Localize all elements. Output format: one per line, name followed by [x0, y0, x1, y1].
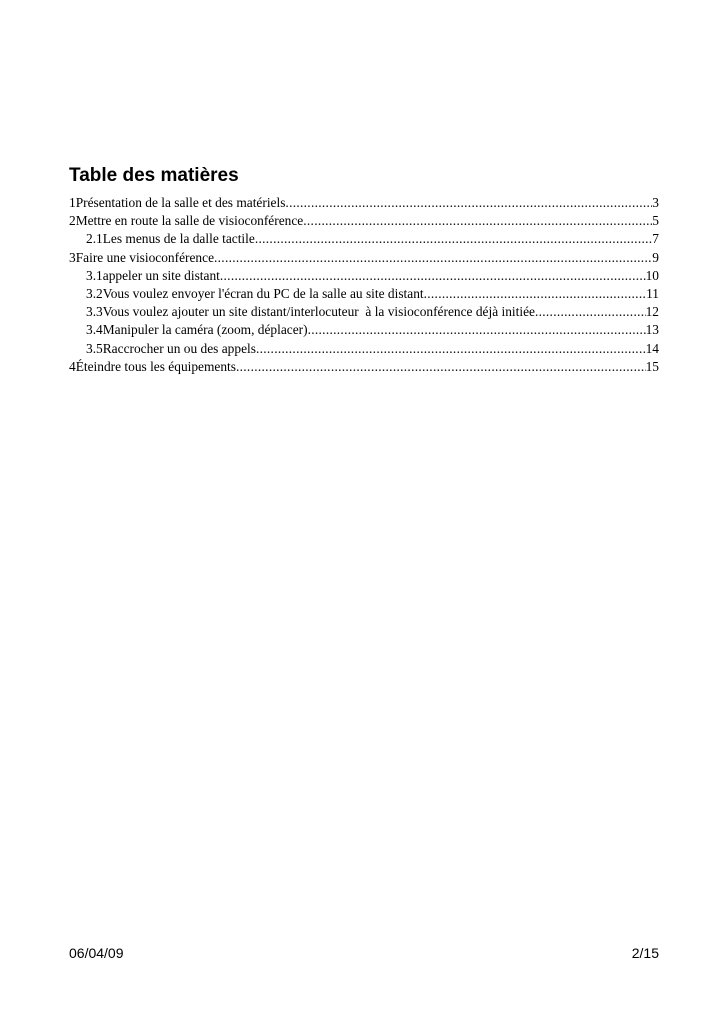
toc-entry-page: 5 — [652, 213, 659, 229]
toc-dot-leader — [256, 340, 646, 358]
toc-dot-leader — [308, 321, 646, 339]
toc-dot-leader — [303, 212, 652, 230]
toc-dot-leader — [535, 303, 646, 321]
toc-entry-text: Mettre en route la salle de visioconférence — [75, 213, 304, 229]
toc-entry-page: 13 — [645, 322, 659, 338]
toc-entry[interactable] — [69, 267, 659, 285]
footer-date: 06/04/09 — [69, 945, 124, 961]
footer-page-indicator: 2/15 — [631, 945, 659, 961]
toc-entry[interactable] — [69, 212, 659, 230]
toc-entry-number: 1 — [69, 195, 76, 210]
toc-dot-leader — [285, 194, 652, 212]
toc-entry-number: 3.3 — [86, 304, 103, 320]
toc-title: Table des matières — [69, 165, 239, 186]
toc-list — [69, 194, 659, 376]
toc-entry-page: 11 — [646, 285, 659, 301]
toc-entry-text: Les menus de la dalle tactile — [102, 231, 255, 247]
toc-entry-number: 2 — [69, 213, 76, 229]
toc-entry[interactable] — [69, 249, 659, 267]
toc-entry[interactable] — [69, 321, 659, 339]
toc-entry-text: Vous voulez ajouter un site distant/interlocuteur à la visioconférence déjà initiée — [102, 304, 535, 320]
toc-entry-number: 3.1 — [86, 267, 103, 283]
toc-entry[interactable] — [69, 230, 659, 248]
toc-entry[interactable] — [69, 358, 659, 376]
toc-entry[interactable] — [69, 340, 659, 358]
toc-entry-number: 4 — [69, 358, 76, 374]
toc-entry-text: Vous voulez envoyer l'écran du PC de la salle au site distant — [102, 285, 424, 301]
toc-entry-label — [69, 249, 214, 267]
toc-entry-label — [86, 267, 220, 285]
toc-entry-label — [69, 194, 285, 212]
toc-entry-number: 3.4 — [86, 322, 103, 338]
toc-dot-leader — [214, 249, 652, 267]
toc-entry[interactable] — [69, 194, 659, 212]
toc-entry[interactable] — [69, 303, 659, 321]
toc-entry-text: appeler un site distant — [102, 267, 220, 283]
toc-entry-label — [69, 212, 303, 230]
toc-entry-label — [86, 321, 308, 339]
toc-entry-number: 3.5 — [86, 340, 103, 356]
toc-entry-label — [69, 358, 236, 376]
toc-entry-label — [86, 303, 535, 321]
toc-entry-text: Faire une visioconférence — [75, 249, 215, 265]
toc-entry-page: 7 — [652, 231, 659, 247]
toc-entry-page: 14 — [645, 340, 659, 356]
toc-entry-page: 10 — [645, 267, 659, 283]
toc-dot-leader — [220, 267, 646, 285]
toc-entry-page: 12 — [645, 304, 659, 320]
toc-entry-text: Raccrocher un ou des appels — [102, 340, 256, 356]
toc-entry-label — [86, 340, 256, 358]
toc-dot-leader — [236, 358, 646, 376]
toc-entry[interactable] — [69, 285, 659, 303]
toc-dot-leader — [424, 285, 646, 303]
toc-entry-number: 3.2 — [86, 285, 103, 301]
toc-entry-label — [86, 285, 424, 303]
toc-entry-text: Éteindre tous les équipements — [75, 358, 236, 374]
toc-entry-number: 3 — [69, 249, 76, 265]
toc-dot-leader — [255, 230, 652, 248]
toc-entry-text: Manipuler la caméra (zoom, déplacer) — [102, 322, 308, 338]
toc-entry-text: Présentation de la salle et des matériels — [75, 195, 286, 210]
toc-entry-label — [86, 230, 255, 248]
toc-entry-page: 9 — [652, 249, 659, 265]
toc-entry-page: 3 — [652, 195, 659, 210]
toc-entry-page: 15 — [645, 358, 659, 374]
toc-entry-number: 2.1 — [86, 231, 103, 247]
